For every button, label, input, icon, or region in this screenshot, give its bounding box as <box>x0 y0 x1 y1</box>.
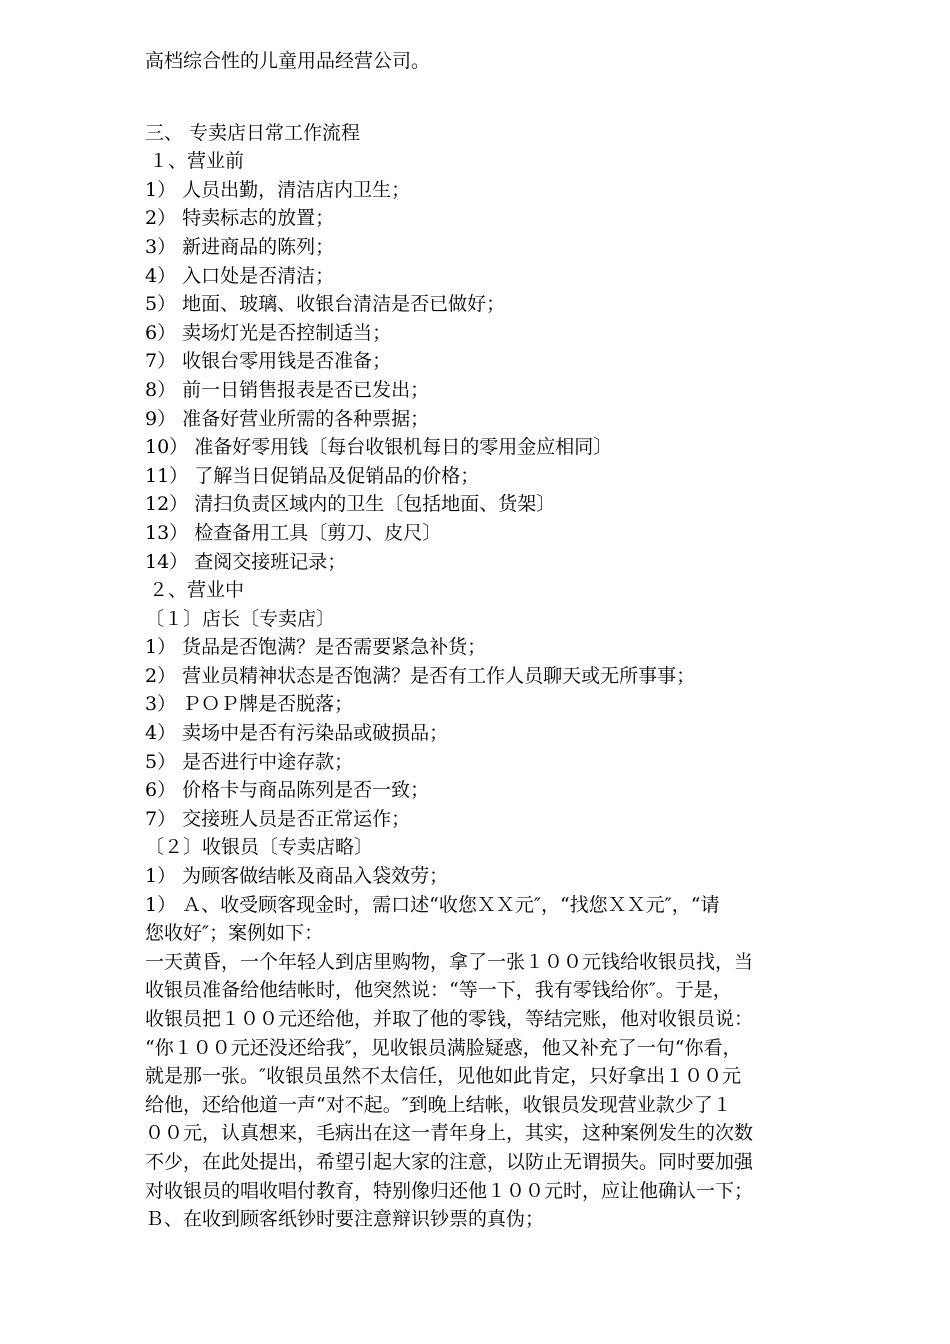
paragraph-line: 给他，还给他道一声“对不起。″到晚上结帐，收银员发现营业款少了１ <box>145 1093 732 1116</box>
paragraph-line: 1） Ａ、收受顾客现金时，需口述“收您ＸＸ元″，“找您ＸＸ元″，“请 <box>145 893 720 916</box>
list-item: 6） 价格卡与商品陈列是否一致； <box>145 779 430 802</box>
list-item: 1） 人员出勤，清洁店内卫生； <box>145 178 411 201</box>
list-item: 11） 了解当日促销品及促销品的价格； <box>145 464 480 487</box>
list-item: 4） 卖场中是否有污染品或破损品； <box>145 722 449 745</box>
list-item: 2） 特卖标志的放置； <box>145 207 335 230</box>
list-item: 7） 交接班人员是否正常运作； <box>145 807 411 830</box>
paragraph-line: 收银员把１００元还给他，并取了他的零钱，等结完账，他对收银员说： <box>145 1008 754 1030</box>
list-item: 3） 新进商品的陈列； <box>145 235 335 258</box>
subsection-heading: １、营业前 <box>149 150 245 173</box>
list-item: 10） 准备好零用钱〔每台收银机每日的零用金应相同〕 <box>145 436 613 459</box>
list-item: 1） 货品是否饱满？是否需要紧急补货； <box>145 636 487 659</box>
list-item: 4） 入口处是否清洁； <box>145 264 335 287</box>
document-body <box>145 47 880 1234</box>
paragraph-line: 不少，在此处提出，希望引起大家的注意，以防止无谓损失。同时要加强 <box>145 1150 754 1173</box>
list-item: 9） 准备好营业所需的各种票据； <box>145 407 430 430</box>
list-item: 14） 查阅交接班记录； <box>145 550 347 573</box>
list-item: 8） 前一日销售报表是否已发出； <box>145 378 430 401</box>
list-item: 5） 地面、玻璃、收银台清洁是否已做好； <box>145 293 506 316</box>
role-heading: 〔１〕店长〔专卖店〕 <box>145 607 336 630</box>
list-item: 5） 是否进行中途存款； <box>145 750 354 773</box>
paragraph-line: 收银员准备给他结帐时，他突然说：“等一下，我有零钱给你″。于是， <box>145 979 732 1002</box>
role-heading: 〔２〕收银员〔专卖店略〕 <box>145 836 374 859</box>
paragraph-line: 对收银员的唱收唱付教育，特别像归还他１００元时，应让他确认一下； <box>145 1179 754 1202</box>
subsection-heading: ２、营业中 <box>149 579 245 602</box>
paragraph-line: 您收好″；案例如下： <box>145 922 324 945</box>
intro-line: 高档综合性的儿童用品经营公司。 <box>145 50 431 72</box>
paragraph-line: ００元，认真想来，毛病出在这一青年身上，其实，这种案例发生的次数 <box>145 1122 754 1145</box>
section-title: 三、 专卖店日常工作流程 <box>145 121 361 144</box>
list-item: 12） 清扫负责区域内的卫生〔包括地面、货架〕 <box>145 493 556 516</box>
paragraph-line: “你１００元还没还给我″，见收银员满脸疑惑，他又补充了一句“你看， <box>145 1036 742 1059</box>
list-item: 13） 检查备用工具〔剪刀、皮尺〕 <box>145 521 442 544</box>
list-item: 7） 收银台零用钱是否准备； <box>145 350 392 373</box>
paragraph-line: 一天黄昏，一个年轻人到店里购物，拿了一张１００元钱给收银员找，当 <box>145 950 754 973</box>
list-item: 1） 为顾客做结帐及商品入袋效劳； <box>145 865 449 888</box>
paragraph-gap <box>145 76 880 119</box>
list-item: 3） ＰＯＰ牌是否脱落； <box>145 693 354 716</box>
paragraph-line: Ｂ、在收到顾客纸钞时要注意辩识钞票的真伪； <box>145 1208 545 1231</box>
list-item: 6） 卖场灯光是否控制适当； <box>145 321 392 344</box>
list-item: 2） 营业员精神状态是否饱满？是否有工作人员聊天或无所事事； <box>145 664 696 687</box>
paragraph-line: 就是那一张。″收银员虽然不太信任，见他如此肯定，只好拿出１００元 <box>145 1065 742 1088</box>
